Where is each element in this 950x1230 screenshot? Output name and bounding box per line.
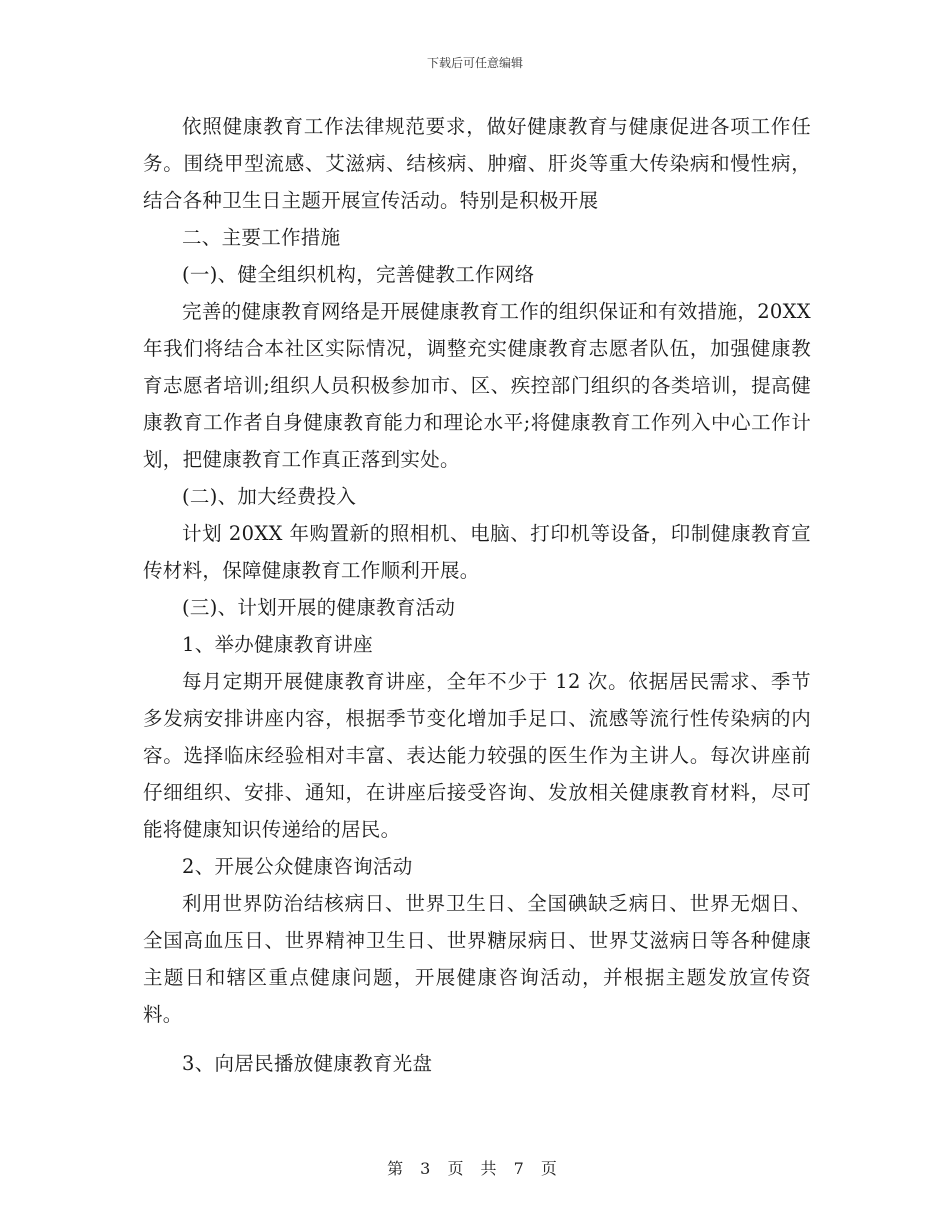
item-heading-lectures: 1、举办健康教育讲座 — [182, 633, 373, 656]
page-header: 下载后可任意编辑 — [426, 56, 523, 70]
item-heading-discs: 3、向居民播放健康教育光盘 — [182, 1052, 433, 1075]
document-body — [143, 108, 811, 1082]
paragraph-1: 依照健康教育工作法律规范要求，做好健康教育与健康促进各项工作任务。围绕甲型流感、艾滋病、结核病、肿瘤、肝炎等重大传染病和慢性病，结合各种卫生日主题开展宣传活动。特别是积极开展 — [143, 115, 811, 212]
page-footer: 第 3 页 共 7 页 — [387, 1159, 563, 1178]
item-heading-consultation: 2、开展公众健康咨询活动 — [182, 855, 413, 878]
paragraph-funding: 计划 20XX 年购置新的照相机、电脑、打印机等设备，印制健康教育宣传材料，保障健康教育工作顺利开展。 — [143, 522, 811, 582]
paragraph-network: 完善的健康教育网络是开展健康教育工作的组织保证和有效措施，20XX 年我们将结合本社区实际情况，调整充实健康教育志愿者队伍，加强健康教育志愿者培训;组织人员积极参加市、区、疾控部门组织的各类培训，提高健康教育工作者自身健康教育能力和理论水平;将健康教育工作列入中心工作计划，把健康教育工作真正落到实处。 — [143, 300, 811, 471]
paragraph-lectures: 每月定期开展健康教育讲座，全年不少于 12 次。依据居民需求、季节多发病安排讲座内容，根据季节变化增加手足口、流感等流行性传染病的内容。选择临床经验相对丰富、表达能力较强的医生作为主讲人。每次讲座前仔细组织、安排、通知，在讲座后接受咨询、发放相关健康教育材料，尽可能将健康知识传递给的居民。 — [143, 670, 811, 841]
paragraph-consultation: 利用世界防治结核病日、世界卫生日、全国碘缺乏病日、世界无烟日、全国高血压日、世界精神卫生日、世界糖尿病日、世界艾滋病日等各种健康主题日和辖区重点健康问题，开展健康咨询活动，并根据主题发放宣传资料。 — [143, 892, 811, 1026]
subsection-heading-2: (二)、加大经费投入 — [182, 485, 357, 508]
subsection-heading-3: (三)、计划开展的健康教育活动 — [182, 596, 456, 619]
subsection-heading-1: (一)、健全组织机构，完善健教工作网络 — [182, 263, 535, 286]
section-heading-measures: 二、主要工作措施 — [182, 226, 341, 249]
